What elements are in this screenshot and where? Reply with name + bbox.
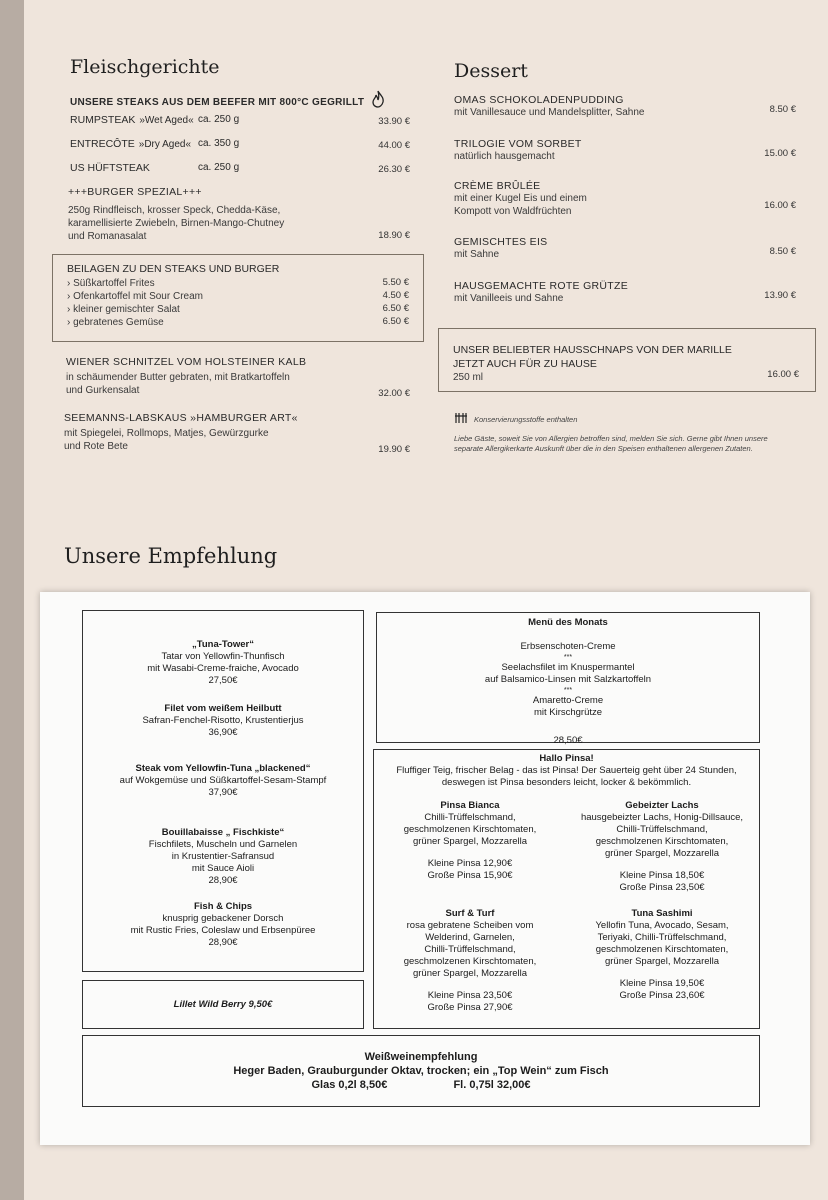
section-title-meat: Fleischgerichte bbox=[70, 56, 220, 78]
dessert-price: 8.50 € bbox=[769, 246, 796, 257]
pinsa-desc: geschmolzenen Kirschtomaten, bbox=[403, 824, 537, 835]
fish-desc: Fischfilets, Muscheln und Garnelen bbox=[148, 839, 298, 850]
fish-desc: in Krustentier-Safransud bbox=[171, 851, 275, 862]
pinsa-intro-2: deswegen ist Pinsa besonders leicht, locker & bekömmlich. bbox=[441, 777, 692, 788]
fish-price: 27,50€ bbox=[208, 675, 238, 686]
menu-spine bbox=[0, 0, 24, 1200]
pinsa-desc: grüner Spargel, Mozzarella bbox=[604, 848, 720, 859]
wine-box bbox=[82, 1035, 760, 1107]
fish-item bbox=[83, 639, 363, 687]
pinsa-desc: grüner Spargel, Mozzarella bbox=[604, 956, 720, 967]
monats-content bbox=[377, 617, 759, 747]
pinsa-intro-1: Fluffiger Teig, frischer Belag - das ist Pinsa! Der Sauerteig geht über 24 Stunden, bbox=[396, 765, 737, 776]
dessert-name: HAUSGEMACHTE ROTE GRÜTZE bbox=[454, 280, 629, 292]
fish-desc: mit Wasabi-Creme-fraiche, Avocado bbox=[147, 663, 299, 674]
pinsa-desc: grüner Spargel, Mozzarella bbox=[412, 968, 528, 979]
dessert-item bbox=[454, 94, 796, 119]
steak-row bbox=[70, 162, 410, 176]
sides-header: BEILAGEN ZU DEN STEAKS UND BURGER bbox=[67, 263, 280, 275]
steak-header bbox=[70, 90, 385, 111]
section-title-recommendation: Unsere Empfehlung bbox=[64, 544, 278, 568]
fish-desc: knusprig gebackener Dorsch bbox=[162, 913, 284, 924]
steak-weight: ca. 250 g bbox=[198, 162, 240, 173]
monats-course-1: Erbsenschoten-Creme bbox=[520, 641, 616, 652]
schnaps-text bbox=[453, 343, 732, 384]
dessert-name: CRÈME BRÛLÉE bbox=[454, 180, 541, 192]
pinsa-item bbox=[374, 908, 566, 1014]
wine-line: Heger Baden, Grauburgunder Oktav, trocken; ein „Top Wein“ zum Fisch bbox=[233, 1065, 609, 1077]
steak-weight: ca. 250 g bbox=[198, 114, 240, 125]
pinsa-large-price: Große Pinsa 23,60€ bbox=[619, 990, 705, 1001]
monats-sep-1: *** bbox=[563, 654, 573, 661]
schnitzel-price: 32.00 € bbox=[378, 388, 410, 399]
dessert-price: 15.00 € bbox=[764, 148, 796, 159]
fish-price: 28,90€ bbox=[208, 875, 238, 886]
steak-weight: ca. 350 g bbox=[198, 138, 240, 149]
monats-box bbox=[376, 612, 760, 746]
dessert-name: OMAS SCHOKOLADENPUDDING bbox=[454, 94, 624, 106]
dessert-desc-1: mit einer Kugel Eis und einem bbox=[454, 193, 587, 204]
monats-sep-2: *** bbox=[563, 687, 573, 694]
fish-price: 37,90€ bbox=[208, 787, 238, 798]
steak-tag: »Wet Aged« bbox=[139, 115, 194, 126]
labskaus-desc-1: mit Spiegelei, Rollmops, Matjes, Gewürzgurke bbox=[64, 428, 269, 439]
fish-item bbox=[83, 901, 363, 949]
steak-row bbox=[70, 138, 410, 152]
fish-item bbox=[83, 763, 363, 799]
burger-item bbox=[68, 186, 410, 243]
pinsa-small-price: Kleine Pinsa 18,50€ bbox=[619, 870, 705, 881]
pinsa-small-price: Kleine Pinsa 12,90€ bbox=[427, 858, 513, 869]
fish-desc: Tatar von Yellowfin-Thunfisch bbox=[161, 651, 285, 662]
pinsa-box bbox=[373, 749, 760, 1029]
schnaps-line-2: JETZT AUCH FÜR ZU HAUSE bbox=[453, 358, 597, 370]
side-name: › gebratenes Gemüse bbox=[67, 317, 164, 328]
pinsa-small-price: Kleine Pinsa 23,50€ bbox=[427, 990, 513, 1001]
schnaps-line-1: UNSER BELIEBTER HAUSSCHNAPS VON DER MARILLE bbox=[453, 344, 732, 356]
drink-box bbox=[82, 980, 364, 1029]
pinsa-desc: geschmolzenen Kirschtomaten, bbox=[595, 944, 729, 955]
dessert-item bbox=[454, 138, 796, 163]
monats-course-2b: auf Balsamico-Linsen mit Salzkartoffeln bbox=[484, 674, 652, 685]
steak-name: US HÜFTSTEAK bbox=[70, 162, 150, 174]
schnitzel-desc-2: und Gurkensalat bbox=[66, 385, 140, 396]
labskaus-desc-2: und Rote Bete bbox=[64, 441, 128, 452]
dessert-name: GEMISCHTES EIS bbox=[454, 236, 548, 248]
note-preservatives: Konservierungsstoffe enthalten bbox=[474, 414, 578, 424]
fish-desc: Safran-Fenchel-Risotto, Krustentierjus bbox=[142, 715, 304, 726]
fish-name: „Tuna-Tower“ bbox=[192, 639, 254, 650]
side-row bbox=[67, 316, 409, 329]
steak-price: 33.90 € bbox=[378, 116, 410, 127]
pinsa-large-price: Große Pinsa 27,90€ bbox=[427, 1002, 513, 1013]
side-row bbox=[67, 303, 409, 316]
pinsa-name: Tuna Sashimi bbox=[631, 908, 693, 919]
steak-price: 44.00 € bbox=[378, 140, 410, 151]
burger-price: 18.90 € bbox=[378, 230, 410, 241]
drink-label: Lillet Wild Berry 9,50€ bbox=[173, 999, 273, 1010]
dessert-desc-2: Kompott von Waldfrüchten bbox=[454, 206, 572, 217]
labskaus-name: SEEMANNS-LABSKAUS »HAMBURGER ART« bbox=[64, 412, 298, 424]
steak-header-text: UNSERE STEAKS AUS DEM BEEFER MIT 800°C GEGRILLT bbox=[70, 97, 365, 108]
fish-item bbox=[83, 703, 363, 739]
dessert-item bbox=[454, 280, 796, 305]
dessert-name: TRILOGIE VOM SORBET bbox=[454, 138, 582, 150]
side-price: 4.50 € bbox=[382, 290, 409, 301]
fish-name: Steak vom Yellowfin-Tuna „blackened“ bbox=[135, 763, 311, 774]
schnaps-price: 16.00 € bbox=[767, 369, 799, 380]
monats-course-3a: Amaretto-Creme bbox=[532, 695, 604, 706]
fish-name: Bouillabaisse „ Fischkiste“ bbox=[161, 827, 285, 838]
dessert-item bbox=[454, 180, 796, 218]
wine-prices bbox=[83, 1078, 759, 1092]
schnitzel-item bbox=[66, 356, 410, 399]
side-price: 5.50 € bbox=[382, 277, 409, 288]
pinsa-name: Gebeizter Lachs bbox=[625, 800, 699, 811]
side-name: › Süßkartoffel Frites bbox=[67, 278, 155, 289]
fish-price: 28,90€ bbox=[208, 937, 238, 948]
pinsa-item bbox=[566, 800, 758, 894]
monats-course-3b: mit Kirschgrütze bbox=[533, 707, 603, 718]
note-allergy-1: Liebe Gäste, soweit Sie von Allergien betroffen sind, melden Sie sich. Gerne gibt Ihnen unsere bbox=[454, 434, 768, 443]
side-price: 6.50 € bbox=[382, 316, 409, 327]
fish-desc: mit Rustic Fries, Coleslaw und Erbsenpüree bbox=[130, 925, 316, 936]
wine-bottle-price: Fl. 0,75l 32,00€ bbox=[453, 1079, 531, 1091]
dessert-price: 13.90 € bbox=[764, 290, 796, 301]
steak-row bbox=[70, 114, 410, 128]
side-row bbox=[67, 277, 409, 290]
fish-name: Filet vom weißem Heilbutt bbox=[164, 703, 282, 714]
recommendation-insert bbox=[40, 592, 810, 1145]
pinsa-desc: Chilli-Trüffelschmand, bbox=[616, 824, 708, 835]
steak-name: ENTRECÔTE bbox=[70, 138, 135, 150]
monats-title: Menü des Monats bbox=[528, 617, 608, 628]
section-title-dessert: Dessert bbox=[454, 60, 528, 82]
dessert-price: 8.50 € bbox=[769, 104, 796, 115]
burger-name: +++BURGER SPEZIAL+++ bbox=[68, 186, 202, 198]
side-row bbox=[67, 290, 409, 303]
labskaus-item bbox=[64, 412, 410, 455]
schnaps-box bbox=[438, 328, 816, 392]
pinsa-desc: geschmolzenen Kirschtomaten, bbox=[403, 956, 537, 967]
burger-desc-2: karamellisierte Zwiebeln, Birnen-Mango-Chutney bbox=[68, 218, 285, 229]
allergy-note bbox=[454, 412, 768, 454]
pinsa-desc: hausgebeizter Lachs, Honig-Dillsauce, bbox=[580, 812, 744, 823]
fish-box bbox=[82, 610, 364, 972]
pinsa-desc: rosa gebratene Scheiben vom bbox=[406, 920, 534, 931]
monats-price: 28,50€ bbox=[553, 735, 583, 746]
fish-desc: mit Sauce Aioli bbox=[191, 863, 255, 874]
side-price: 6.50 € bbox=[382, 303, 409, 314]
pinsa-item bbox=[566, 908, 758, 1002]
dessert-desc-1: mit Vanilleeis und Sahne bbox=[454, 293, 564, 304]
pinsa-desc: Teriyaki, Chilli-Trüffelschmand, bbox=[597, 932, 727, 943]
pinsa-small-price: Kleine Pinsa 19,50€ bbox=[619, 978, 705, 989]
dessert-desc-1: mit Sahne bbox=[454, 249, 500, 260]
side-name: › kleiner gemischter Salat bbox=[67, 304, 180, 315]
pinsa-desc: Chilli-Trüffelschmand, bbox=[424, 812, 516, 823]
dessert-desc-1: mit Vanillesauce und Mandelsplitter, Sahne bbox=[454, 107, 645, 118]
pinsa-large-price: Große Pinsa 15,90€ bbox=[427, 870, 513, 881]
pinsa-header bbox=[374, 753, 759, 789]
schnitzel-name: WIENER SCHNITZEL VOM HOLSTEINER KALB bbox=[66, 356, 307, 368]
sides-list bbox=[67, 277, 409, 329]
pinsa-large-price: Große Pinsa 23,50€ bbox=[619, 882, 705, 893]
fish-desc: auf Wokgemüse und Süßkartoffel-Sesam-Stampf bbox=[119, 775, 327, 786]
wine-content bbox=[83, 1050, 759, 1092]
schnaps-amount: 250 ml bbox=[453, 372, 484, 383]
schnitzel-desc-1: in schäumender Butter gebraten, mit Bratkartoffeln bbox=[66, 372, 290, 383]
pinsa-desc: grüner Spargel, Mozzarella bbox=[412, 836, 528, 847]
pinsa-title: Hallo Pinsa! bbox=[539, 753, 594, 764]
flame-icon bbox=[371, 90, 385, 111]
burger-desc-1: 250g Rindfleisch, krosser Speck, Chedda-Käse, bbox=[68, 205, 281, 216]
steak-price: 26.30 € bbox=[378, 164, 410, 175]
fish-item bbox=[83, 827, 363, 887]
labskaus-price: 19.90 € bbox=[378, 444, 410, 455]
monats-course-2a: Seelachsfilet im Knuspermantel bbox=[501, 662, 635, 673]
pinsa-name: Pinsa Bianca bbox=[440, 800, 500, 811]
fork-icon bbox=[454, 412, 468, 426]
steak-tag: »Dry Aged« bbox=[138, 139, 192, 150]
pinsa-desc: geschmolzenen Kirschtomaten, bbox=[595, 836, 729, 847]
fish-price: 36,90€ bbox=[208, 727, 238, 738]
note-allergy-2: separate Allergikerkarte Auskunft über die in den Speisen enthaltenen allergenen Zutaten. bbox=[454, 444, 753, 453]
wine-title: Weißweinempfehlung bbox=[364, 1051, 478, 1063]
pinsa-desc: Welderind, Garnelen, bbox=[425, 932, 515, 943]
pinsa-item bbox=[374, 800, 566, 882]
pinsa-desc: Yellofin Tuna, Avocado, Sesam, bbox=[595, 920, 729, 931]
wine-glass-price: Glas 0,2l 8,50€ bbox=[311, 1079, 388, 1091]
dessert-price: 16.00 € bbox=[764, 200, 796, 211]
side-name: › Ofenkartoffel mit Sour Cream bbox=[67, 291, 203, 302]
pinsa-desc: Chilli-Trüffelschmand, bbox=[424, 944, 516, 955]
burger-desc-3: und Romanasalat bbox=[68, 231, 147, 242]
dessert-desc-1: natürlich hausgemacht bbox=[454, 151, 555, 162]
pinsa-name: Surf & Turf bbox=[445, 908, 495, 919]
steak-name: RUMPSTEAK bbox=[70, 114, 136, 126]
sides-box bbox=[52, 254, 424, 342]
dessert-item bbox=[454, 236, 796, 261]
fish-name: Fish & Chips bbox=[193, 901, 253, 912]
